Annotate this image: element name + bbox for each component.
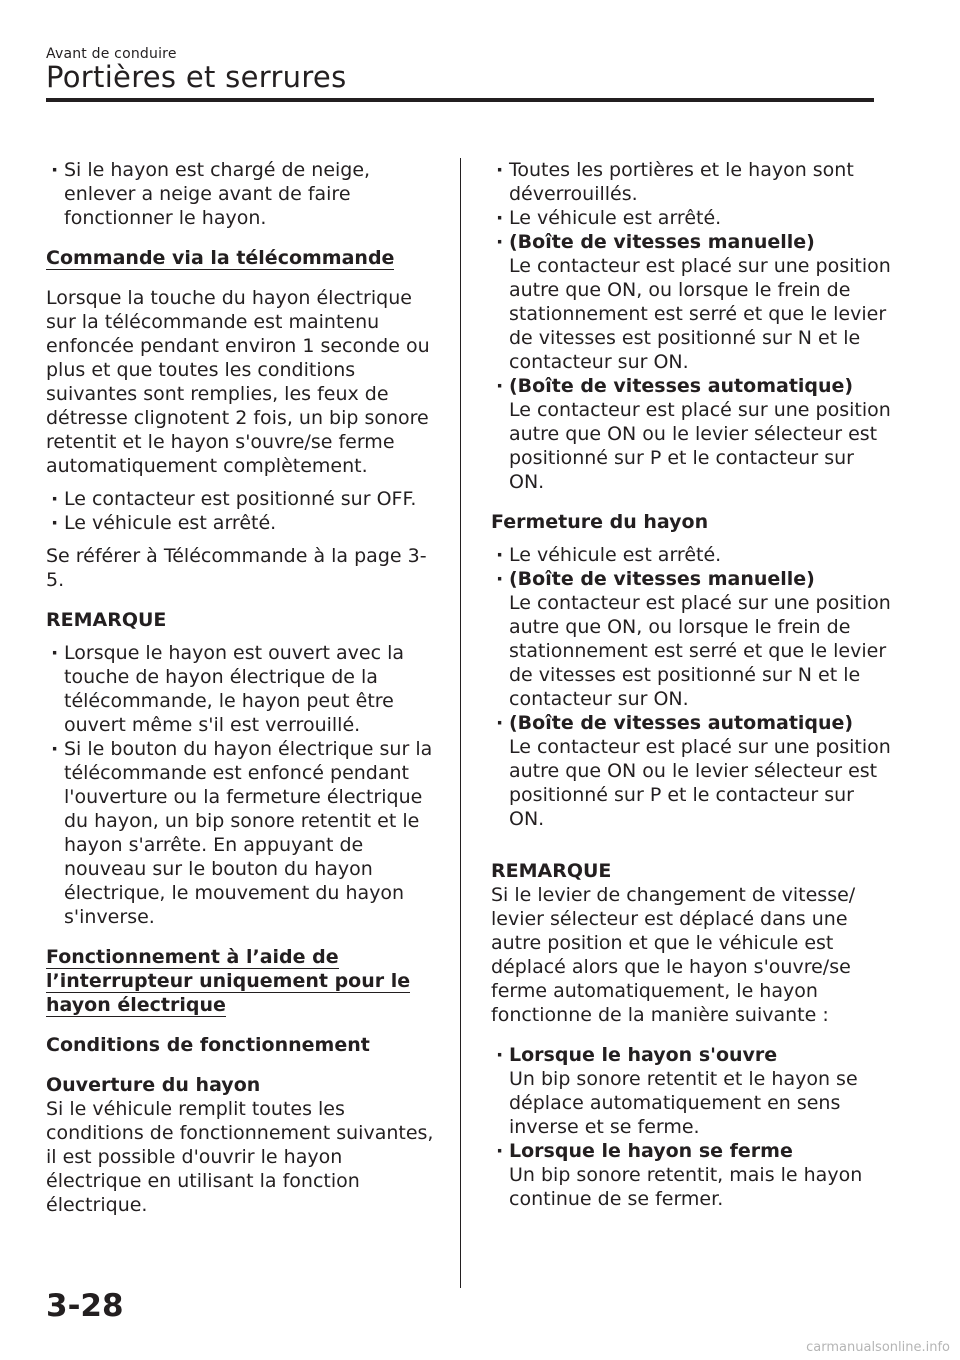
column-divider: [460, 158, 461, 1288]
heading-interrupteur-line-3: hayon électrique: [46, 994, 226, 1016]
bullet-automatique: [491, 374, 891, 494]
heading-interrupteur: [46, 945, 441, 1017]
paragraph-lorsque: Lorsque la touche du hayon électrique sur la télécommande est maintenu enfoncée pendant environ 1 seconde ou plus et que toutes les conditions suivantes sont remplies, les feux de détresse clignotent 2 fois, un bip sonore retentit et le hayon s'ouvre/se ferme automatiquement complètement.: [46, 287, 430, 477]
text-ferme: Un bip sonore retentit, mais le hayon continue de se fermer.: [509, 1164, 863, 1210]
paragraph-remarque-right: Si le levier de changement de vitesse/ levier sélecteur est déplacé dans une autre position et que le véhicule est déplacé alors que le hayon s'ouvre/se ferme automatiquement, le hayon fonctionne de la manière suivante :: [491, 884, 856, 1026]
heading-fermeture: Fermeture du hayon: [491, 511, 709, 533]
bullet-manuelle-fermeture: [491, 567, 891, 711]
watermark-url: carmanualsonline.info: [806, 1340, 950, 1355]
bullet-remarque-1: · Lorsque le hayon est ouvert avec la touche de hayon électrique de la télécommande, le hayon peut être ouvert même s'il est verrouillé.: [46, 641, 441, 737]
text-automatique: Le contacteur est placé sur une position autre que ON ou le levier sélecteur est positionné sur P et le contacteur sur ON.: [509, 399, 891, 493]
bullet-manuelle: [491, 230, 891, 374]
page-title: Portières et serrures: [46, 60, 347, 94]
label-automatique: (Boîte de vitesses automatique): [509, 375, 854, 397]
heading-conditions: Conditions de fonctionnement: [46, 1034, 370, 1056]
bullet-automatique-fermeture: [491, 711, 891, 831]
label-manuelle-fermeture: (Boîte de vitesses manuelle): [509, 568, 815, 590]
label-manuelle: (Boîte de vitesses manuelle): [509, 231, 815, 253]
heading-interrupteur-line-2: l’interrupteur uniquement pour le: [46, 970, 411, 992]
bullet-arrete-right: · Le véhicule est arrêté.: [491, 206, 891, 230]
bullet-ouvre: [491, 1043, 891, 1139]
header-rule: [46, 98, 874, 102]
paragraph-referer: Se référer à Télécommande à la page 3-5.: [46, 545, 427, 591]
text-ouvre: Un bip sonore retentit et le hayon se déplace automatiquement en sens inverse et se ferme.: [509, 1068, 858, 1138]
page-number: 3-28: [46, 1288, 124, 1324]
label-automatique-fermeture: (Boîte de vitesses automatique): [509, 712, 854, 734]
bullet-arrete-fermeture: · Le véhicule est arrêté.: [491, 543, 891, 567]
heading-telecommande: Commande via la télécommande: [46, 247, 395, 269]
right-column: [491, 158, 891, 1211]
heading-ouverture: Ouverture du hayon: [46, 1074, 261, 1096]
text-manuelle-fermeture: Le contacteur est placé sur une position autre que ON, ou lorsque le frein de stationnement est serré et que le levier de vitesses est positionné sur N et le contacteur sur ON.: [509, 592, 891, 710]
paragraph-ouverture: Si le véhicule remplit toutes les conditions de fonctionnement suivantes, il est possible d'ouvrir le hayon électrique en utilisant la fonction électrique.: [46, 1098, 434, 1216]
text-manuelle: Le contacteur est placé sur une position autre que ON, ou lorsque le frein de stationnement est serré et que le levier de vitesses est positionné sur N et le contacteur sur ON.: [509, 255, 891, 373]
bullet-ferme: [491, 1139, 891, 1211]
bullet-portieres: · Toutes les portières et le hayon sont déverrouillés.: [491, 158, 891, 206]
heading-interrupteur-line-1: Fonctionnement à l’aide de: [46, 946, 339, 968]
text-automatique-fermeture: Le contacteur est placé sur une position autre que ON ou le levier sélecteur est positionné sur P et le contacteur sur ON.: [509, 736, 891, 830]
remarque-heading-right: REMARQUE: [491, 860, 612, 882]
section-label: Avant de conduire: [46, 46, 177, 62]
label-ferme: Lorsque le hayon se ferme: [509, 1140, 793, 1162]
left-column: [46, 158, 441, 1217]
bullet-neige: · Si le hayon est chargé de neige, enlever a neige avant de faire fonctionner le hayon.: [46, 158, 441, 230]
bullet-off: · Le contacteur est positionné sur OFF.: [46, 487, 441, 511]
label-ouvre: Lorsque le hayon s'ouvre: [509, 1044, 778, 1066]
bullet-remarque-2: · Si le bouton du hayon électrique sur la télécommande est enfoncé pendant l'ouverture ou la fermeture électrique du hayon, un bip sonore retentit et le hayon s'arrête. En appuyant de nouveau sur le bouton du hayon électrique, le mouvement du hayon s'inverse.: [46, 737, 441, 929]
remarque-heading: REMARQUE: [46, 609, 167, 631]
bullet-arrete: · Le véhicule est arrêté.: [46, 511, 441, 535]
